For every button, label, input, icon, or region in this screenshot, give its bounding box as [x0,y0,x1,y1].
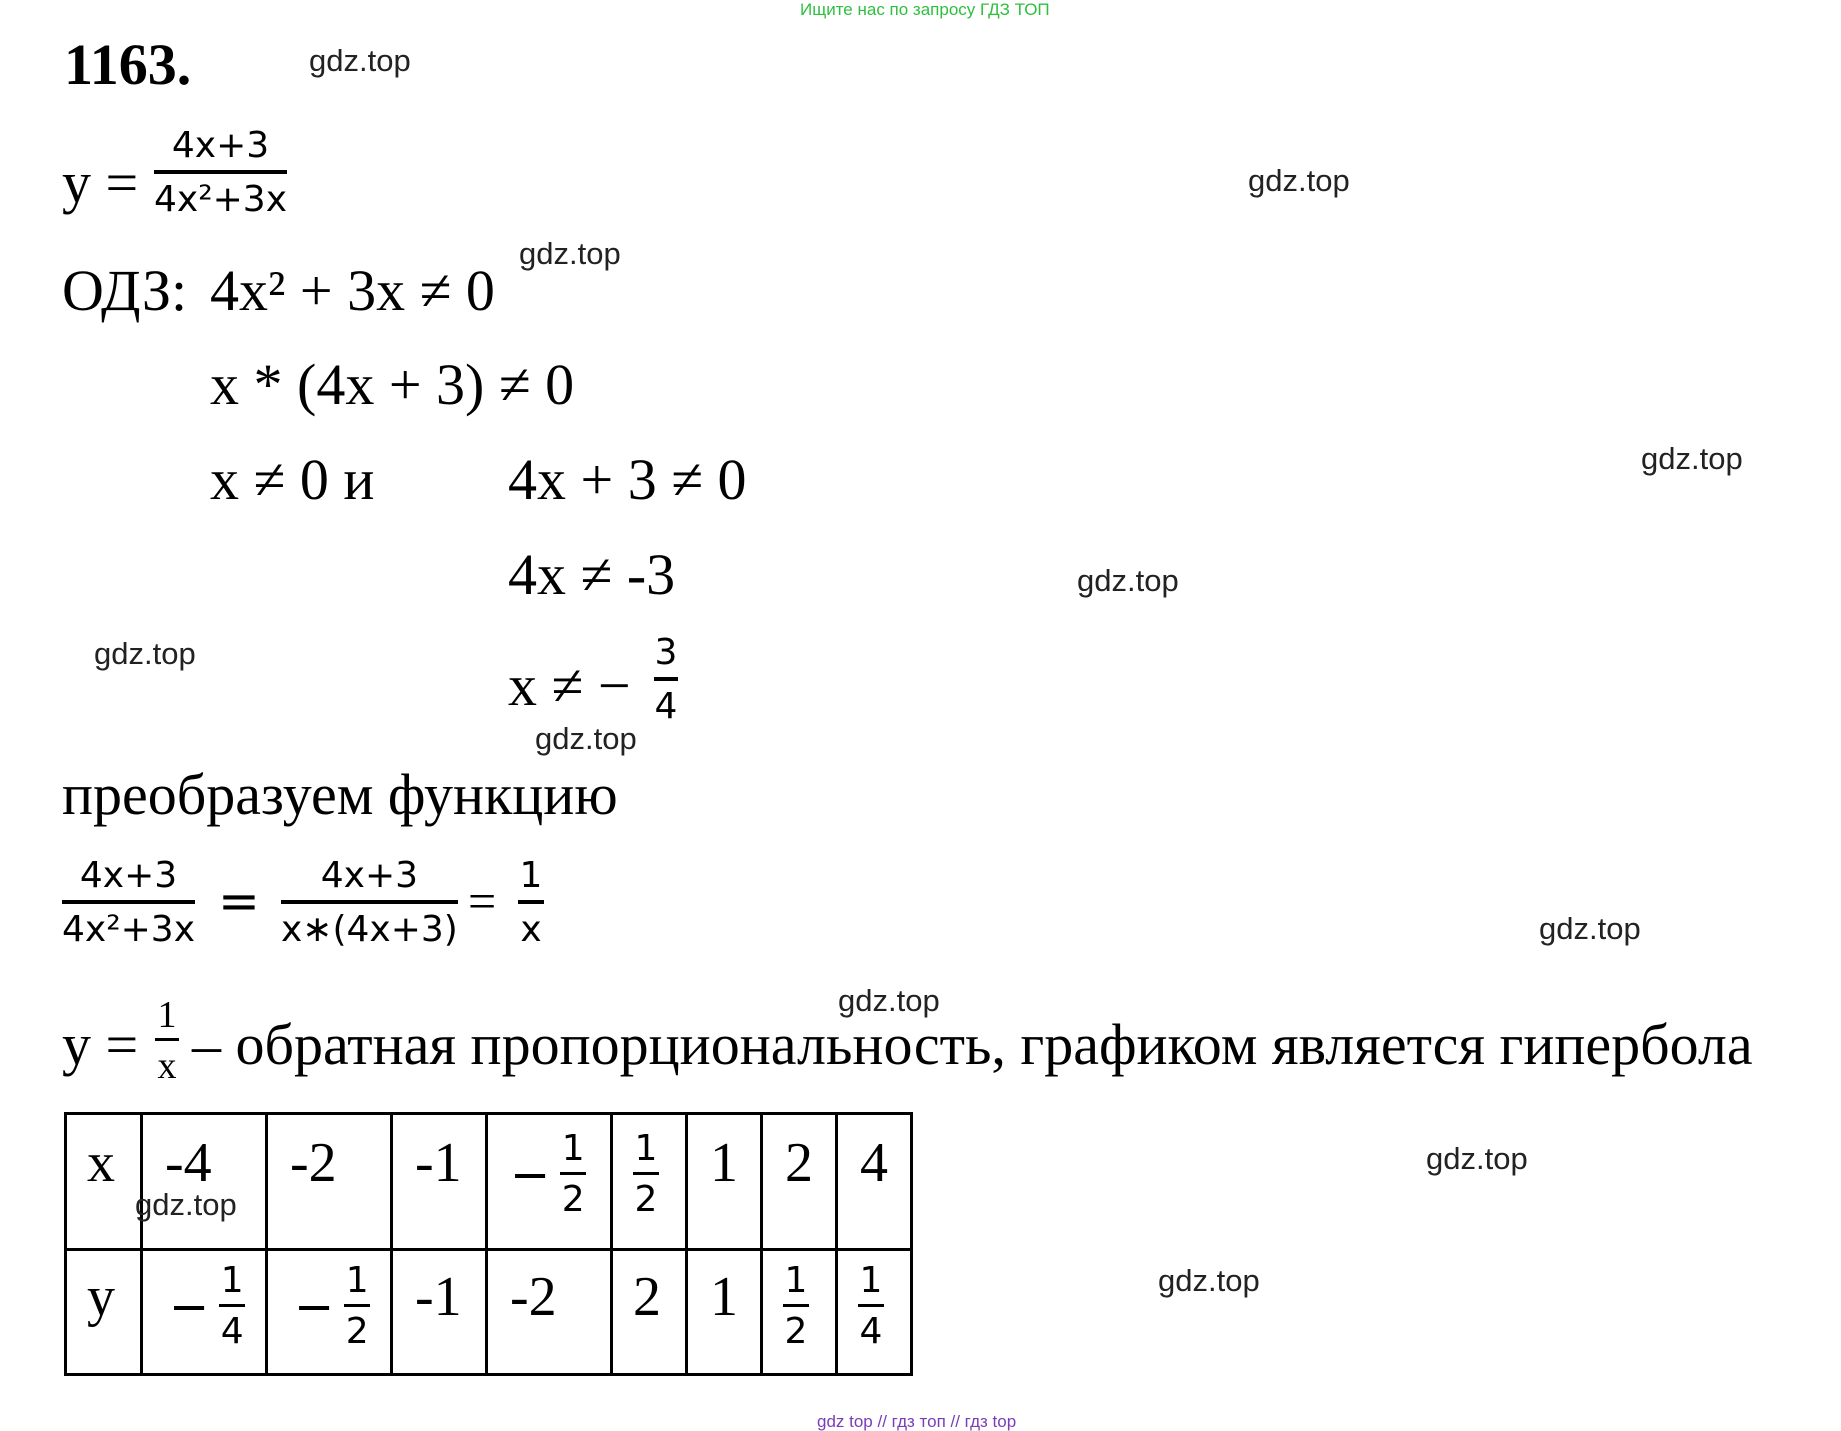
watermark: gdz.top [135,1187,237,1222]
odz-line-2: x * (4x + 3) ≠ 0 [210,352,575,417]
odz-line-3-left: x ≠ 0 и [210,447,375,512]
y-label: y [87,1266,115,1328]
x-value-numerator: 1 [561,1128,585,1169]
y-value-numerator: 1 [345,1260,369,1301]
table-cell [612,1250,687,1375]
y-value-denominator: 4 [220,1311,244,1352]
x-value-fraction [510,1128,586,1220]
table-cell [142,1250,267,1375]
transform-title: преобразуем функцию [62,762,618,827]
fraction-bar [783,1304,809,1307]
y-value-denominator: 2 [345,1311,369,1352]
table-cell [142,1114,267,1250]
conclusion-denominator: x [157,1045,177,1087]
odz-line-3-right: 4x + 3 ≠ 0 [508,447,747,512]
watermark: gdz.top [1641,441,1743,476]
x-value: 4 [860,1132,888,1194]
equals-sign: = [468,873,497,929]
transform-fraction-3-numerator: 1 [519,855,543,896]
x-label: x [87,1132,115,1194]
fraction-bar [154,170,287,174]
table-cell [487,1250,612,1375]
table-header-x [66,1114,142,1250]
function-lhs: y = [62,150,139,215]
table-cell [612,1114,687,1250]
bottom-banner[interactable]: gdz top // гдз топ // гдз top [817,1412,1017,1431]
y-value-denominator: 4 [859,1311,883,1352]
x-value-denominator: 2 [561,1179,585,1220]
conclusion-numerator: 1 [157,994,177,1036]
function-denominator: 4x²+3x [154,179,288,220]
function-numerator: 4x+3 [171,125,270,166]
fraction-bar [560,1172,586,1175]
watermark: gdz.top [94,636,196,671]
fraction-bar [219,1304,245,1307]
x-value-numerator: 1 [634,1128,658,1169]
x-value: 2 [785,1132,813,1194]
y-value-fraction [783,1260,809,1352]
y-value-numerator: 1 [784,1260,808,1301]
y-value-numerator: 1 [859,1260,883,1301]
equals-sign: = [218,872,260,930]
fraction-bar [654,677,678,681]
watermark: gdz.top [1539,911,1641,946]
y-value-numerator: 1 [220,1260,244,1301]
transform-fraction-2-numerator: 4x+3 [320,855,419,896]
watermark: gdz.top [1077,563,1179,598]
y-value: -1 [415,1266,462,1328]
conclusion-lhs: y = [62,1012,139,1077]
watermark: gdz.top [1158,1263,1260,1298]
y-value-fraction [294,1260,370,1352]
table-cell [392,1114,487,1250]
fraction-bar [155,1038,179,1041]
x-value: 1 [710,1132,738,1194]
table-row-y [66,1250,912,1375]
transform-fraction-1-denominator: 4x²+3x [62,909,196,950]
y-value: -2 [510,1266,557,1328]
odz-label: ОДЗ: [62,258,188,323]
conclusion-fraction [155,996,179,1085]
table-cell [762,1250,837,1375]
odz-line-5-fraction [654,632,678,727]
fraction-bar [858,1304,884,1307]
conclusion-text: – обратная пропорциональность, графиком является гипербола [192,1012,1753,1077]
problem-number: 1163. [64,32,192,97]
table-cell [267,1250,392,1375]
table-header-y [66,1250,142,1375]
transform-fraction-2-denominator: x∗(4x+3) [281,909,458,950]
minus-sign: − [169,1278,210,1335]
watermark: gdz.top [838,983,940,1018]
watermark: gdz.top [1426,1141,1528,1176]
top-banner[interactable]: Ищите нас по запросу ГДЗ ТОП [800,0,1050,19]
y-value: 2 [633,1266,661,1328]
y-value: 1 [710,1266,738,1328]
table-cell [687,1250,762,1375]
y-value-fraction [858,1260,884,1352]
fraction-bar [518,900,544,904]
watermark: gdz.top [519,236,621,271]
transform-fraction-2 [281,855,458,950]
fraction-bar [62,900,195,904]
odz-line-4: 4x ≠ -3 [508,542,676,607]
table-cell [267,1114,392,1250]
table-row-x [66,1114,912,1250]
watermark: gdz.top [535,721,637,756]
table-cell [687,1114,762,1250]
minus-sign: − [294,1278,335,1335]
table-cell [837,1114,912,1250]
transform-fraction-1-numerator: 4x+3 [79,855,178,896]
transform-fraction-3 [518,855,544,950]
values-table [64,1112,913,1376]
fraction-bar [633,1172,659,1175]
x-value: -2 [290,1132,337,1194]
transform-fraction-3-denominator: x [520,909,542,950]
x-value: -1 [415,1132,462,1194]
function-fraction [154,125,288,220]
y-value-denominator: 2 [784,1311,808,1352]
transform-fraction-1 [62,855,196,950]
table-cell [762,1114,837,1250]
x-value-denominator: 2 [634,1179,658,1220]
watermark: gdz.top [1248,163,1350,198]
x-value: -4 [165,1132,212,1194]
table-cell [392,1250,487,1375]
fraction-bar [344,1304,370,1307]
odz-line-1: 4x² + 3x ≠ 0 [210,258,495,323]
watermark: gdz.top [309,43,411,78]
fraction-bar [281,900,458,904]
odz-line-5-denominator: 4 [654,686,678,727]
table-cell [837,1250,912,1375]
minus-sign: − [510,1146,551,1203]
odz-line-5-prefix: x ≠ − [508,653,631,718]
odz-line-5-numerator: 3 [654,632,678,673]
x-value-fraction [633,1128,659,1220]
y-value-fraction [169,1260,245,1352]
table-cell [487,1114,612,1250]
